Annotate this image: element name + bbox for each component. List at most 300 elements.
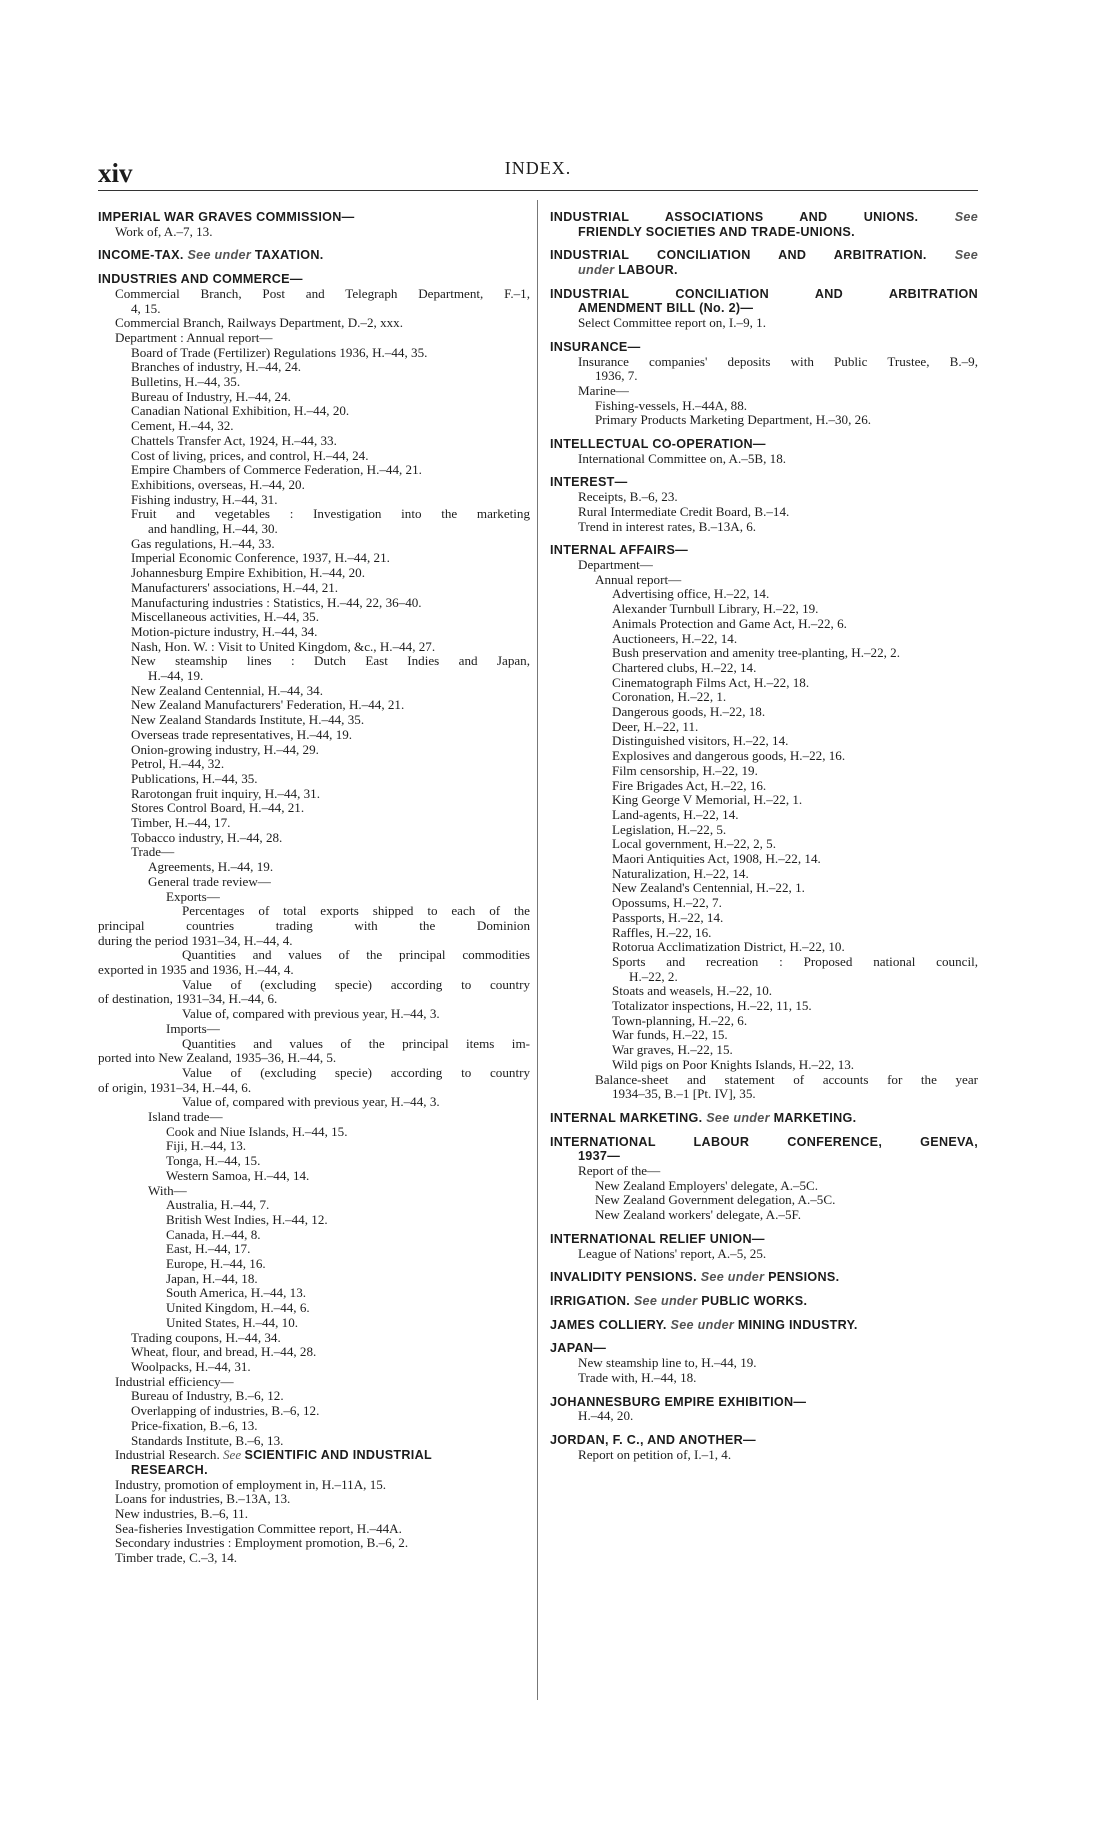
- heading-text: INDUSTRIAL CONCILIATION AND ARBITRATION: [550, 286, 978, 301]
- entry-text: Stoats and weasels, H.–22, 10.: [612, 984, 773, 999]
- index-entry: [98, 404, 530, 419]
- entry-text: H.–44, 19.: [148, 669, 204, 684]
- entry-text: General trade review—: [148, 874, 271, 889]
- index-entry: [98, 1272, 530, 1287]
- entry-text: Town-planning, H.–22, 6.: [612, 1013, 748, 1028]
- entry-text: Trading coupons, H.–44, 34.: [131, 1330, 281, 1345]
- index-entry: [98, 375, 530, 390]
- entry-text: New Zealand Government delegation, A.–5C.: [595, 1193, 836, 1208]
- index-entry: [550, 1028, 978, 1043]
- entry-text: New steamship lines : Dutch East Indies and Japan,: [131, 654, 530, 669]
- index-heading: [550, 248, 978, 263]
- index-heading: [98, 210, 530, 225]
- index-entry: [98, 801, 530, 816]
- index-heading: [550, 475, 978, 490]
- index-entry: [98, 1286, 530, 1301]
- index-entry: [550, 1014, 978, 1029]
- index-entry: [98, 772, 530, 787]
- entry-text: Johannesburg Empire Exhibition, H.–44, 20.: [131, 566, 365, 581]
- index-entry: [98, 919, 530, 934]
- index-entry: [98, 890, 530, 905]
- index-entry: [98, 1198, 530, 1213]
- index-entry: [98, 1051, 530, 1066]
- entry-text: Dangerous goods, H.–22, 18.: [612, 705, 766, 720]
- entry-text: Woolpacks, H.–44, 31.: [131, 1360, 251, 1374]
- index-entry: [98, 507, 530, 522]
- index-entry: [98, 757, 530, 772]
- entry-text: Publications, H.–44, 35.: [131, 771, 258, 786]
- index-entry: [550, 646, 978, 661]
- entry-text: Agreements, H.–44, 19.: [148, 860, 274, 875]
- entry-text: Commercial Branch, Railways Department, D.–2, xxx.: [115, 316, 403, 331]
- page-number: xiv: [98, 158, 133, 188]
- index-entry: [98, 1095, 530, 1110]
- entry-text: Exhibitions, overseas, H.–44, 20.: [131, 477, 305, 492]
- index-entry: [98, 1478, 530, 1493]
- entry-text: H.–22, 2.: [629, 969, 678, 984]
- heading-text: AMENDMENT BILL (No. 2)—: [578, 301, 754, 316]
- index-entry: [98, 1022, 530, 1037]
- index-entry: [550, 384, 978, 399]
- index-entry: [98, 1037, 530, 1052]
- entry-text: King George V Memorial, H.–22, 1.: [612, 793, 803, 808]
- index-entry: [98, 390, 530, 405]
- index-entry: [98, 728, 530, 743]
- entry-text: Select Committee report on, I.–9, 1.: [578, 316, 766, 331]
- index-entry: [550, 452, 978, 467]
- heading-text: INCOME-TAX.: [98, 248, 184, 263]
- index-entry: [98, 669, 530, 684]
- entry-text: Timber trade, C.–3, 14.: [115, 1551, 238, 1566]
- index-entry: [550, 369, 978, 384]
- index-entry: [98, 684, 530, 699]
- entry-text: Land-agents, H.–22, 14.: [612, 807, 739, 822]
- entry-text: Sports and recreation : Proposed national council,: [612, 954, 978, 969]
- entry-text: Chartered clubs, H.–22, 14.: [612, 660, 757, 675]
- index-entry: [550, 617, 978, 632]
- index-entry: [98, 1434, 530, 1449]
- heading-text: IMPERIAL WAR GRAVES COMMISSION—: [98, 210, 355, 224]
- index-entry: [98, 478, 530, 493]
- index-entry: [98, 1507, 530, 1522]
- index-heading: [550, 210, 978, 225]
- index-entry: [550, 837, 978, 852]
- see-reference: See under: [706, 1110, 770, 1125]
- entry-text: Marine—: [578, 383, 629, 398]
- entry-text: Percentages of total exports shipped to each of the: [182, 904, 530, 919]
- index-entry: [98, 449, 530, 464]
- index-column-right: [550, 210, 978, 1462]
- heading-text: INTEREST—: [550, 475, 628, 490]
- entry-text: Europe, H.–44, 16.: [166, 1257, 266, 1272]
- index-entry: [550, 720, 978, 735]
- cross-reference-target: SCIENTIFIC AND INDUSTRIAL: [244, 1448, 432, 1463]
- index-entry: [550, 984, 978, 999]
- entry-text: Standards Institute, B.–6, 13.: [131, 1433, 284, 1448]
- entry-text: Fishing industry, H.–44, 31.: [131, 492, 278, 507]
- index-entry: [98, 434, 530, 449]
- index-entry: [98, 1522, 530, 1537]
- entry-text: Manufacturing industries : Statistics, H.–44, 22, 36–40.: [131, 595, 422, 610]
- index-entry: [98, 1154, 530, 1169]
- index-entry: [98, 287, 530, 302]
- index-entry: [550, 896, 978, 911]
- entry-text: Opossums, H.–22, 7.: [612, 896, 722, 911]
- heading-text: 1937—: [578, 1149, 621, 1164]
- index-heading: [550, 1395, 978, 1410]
- entry-text: United Kingdom, H.–44, 6.: [166, 1301, 310, 1316]
- index-entry: [98, 978, 530, 993]
- see-reference: See: [954, 210, 978, 224]
- cross-reference-target: TAXATION.: [254, 248, 324, 263]
- entry-text: Animals Protection and Game Act, H.–22, 6.: [612, 616, 847, 631]
- index-entry: [550, 690, 978, 705]
- index-entry: [98, 1242, 530, 1257]
- index-entry: [98, 1536, 530, 1551]
- index-column-left: [98, 210, 530, 1566]
- entry-text: Wild pigs on Poor Knights Islands, H.–22, 13.: [612, 1057, 855, 1072]
- entry-text: Totalizator inspections, H.–22, 11, 15.: [612, 999, 812, 1014]
- entry-text: Local government, H.–22, 2, 5.: [612, 837, 776, 852]
- index-entry: [98, 948, 530, 963]
- entry-text: Receipts, B.–6, 23.: [578, 490, 678, 505]
- entry-text: Maori Antiquities Act, 1908, H.–22, 14.: [612, 852, 821, 867]
- index-entry: [98, 1081, 530, 1096]
- entry-text: 1934–35, B.–1 [Pt. IV], 35.: [612, 1087, 756, 1102]
- index-entry: [550, 490, 978, 505]
- index-entry: [98, 1110, 530, 1125]
- index-entry: [550, 793, 978, 808]
- index-entry: [550, 573, 978, 588]
- index-entry: [98, 1066, 530, 1081]
- index-entry: [550, 852, 978, 867]
- column-divider: [537, 200, 538, 1700]
- index-entry: [550, 1087, 978, 1102]
- entry-text: H.–44, 20.: [578, 1409, 634, 1424]
- index-heading: [550, 543, 978, 558]
- index-entry: [98, 1184, 530, 1199]
- index-heading: [550, 301, 978, 316]
- index-entry: [98, 1169, 530, 1184]
- entry-text: With—: [148, 1183, 187, 1198]
- header-rule: [98, 190, 978, 191]
- index-heading: [550, 340, 978, 355]
- index-entry: [98, 360, 530, 375]
- index-entry: [98, 225, 530, 240]
- index-entry: [550, 1058, 978, 1073]
- entry-text: New Zealand Centennial, H.–44, 34.: [131, 683, 323, 698]
- entry-text: Gas regulations, H.–44, 33.: [131, 536, 275, 551]
- entry-text: Balance-sheet and statement of accounts for the year: [595, 1072, 978, 1087]
- index-entry: [98, 1419, 530, 1434]
- cross-reference-target: PUBLIC WORKS.: [701, 1294, 808, 1308]
- index-entry: [550, 661, 978, 676]
- cross-reference-target: PENSIONS.: [768, 1270, 840, 1285]
- index-entry: [98, 302, 530, 317]
- entry-text: New Zealand's Centennial, H.–22, 1.: [612, 881, 805, 896]
- index-heading: [550, 1232, 978, 1247]
- entry-text: War funds, H.–22, 15.: [612, 1028, 728, 1043]
- entry-text: Exports—: [166, 889, 220, 904]
- index-entry: [98, 904, 530, 919]
- entry-text: Legislation, H.–22, 5.: [612, 822, 727, 837]
- entry-text: Rural Intermediate Credit Board, B.–14.: [578, 504, 790, 519]
- entry-text: Cook and Niue Islands, H.–44, 15.: [166, 1124, 348, 1139]
- heading-text: JORDAN, F. C., AND ANOTHER—: [550, 1432, 756, 1447]
- entry-text: Miscellaneous activities, H.–44, 35.: [131, 610, 320, 625]
- entry-text: Japan, H.–44, 18.: [166, 1271, 258, 1286]
- index-entry: [550, 1164, 978, 1179]
- entry-text: Trade—: [131, 845, 175, 860]
- index-heading: [550, 263, 978, 278]
- index-entry: [550, 602, 978, 617]
- heading-text: JAMES COLLIERY.: [550, 1317, 667, 1332]
- index-entry: [550, 355, 978, 370]
- index-heading: [550, 1294, 978, 1309]
- index-entry: [550, 705, 978, 720]
- running-header: [98, 150, 978, 188]
- index-heading: [98, 248, 530, 263]
- index-entry: [550, 399, 978, 414]
- entry-text: Overseas trade representatives, H.–44, 19.: [131, 727, 353, 742]
- see-reference: See under: [187, 248, 252, 263]
- index-entry: [550, 1179, 978, 1194]
- entry-text: Industrial efficiency—: [115, 1374, 234, 1389]
- entry-text: Report on petition of, I.–1, 4.: [578, 1447, 732, 1462]
- entry-text: Board of Trade (Fertilizer) Regulations 1936, H.–44, 35.: [131, 345, 428, 360]
- see-reference: See under: [670, 1317, 735, 1332]
- cross-reference-target: MINING INDUSTRY.: [737, 1317, 858, 1332]
- index-entry: [98, 831, 530, 846]
- entry-text: Canada, H.–44, 8.: [166, 1227, 261, 1242]
- entry-text: Nash, Hon. W. : Visit to United Kingdom, &c., H.–44, 27.: [131, 639, 436, 654]
- index-entry: [98, 860, 530, 875]
- entry-text: Motion-picture industry, H.–44, 34.: [131, 624, 318, 639]
- index-entry: [98, 566, 530, 581]
- index-entry: [98, 875, 530, 890]
- index-entry: [98, 1492, 530, 1507]
- entry-text: Tobacco industry, H.–44, 28.: [131, 830, 283, 845]
- heading-text: INTERNAL MARKETING.: [550, 1110, 703, 1125]
- see-reference: See: [954, 248, 978, 263]
- entry-text: Australia, H.–44, 7.: [166, 1198, 270, 1213]
- index-entry: [98, 1404, 530, 1419]
- index-entry: [98, 610, 530, 625]
- index-entry: [550, 1371, 978, 1386]
- entry-text: Rotorua Acclimatization District, H.–22, 10.: [612, 940, 845, 955]
- heading-text: INDUSTRIES AND COMMERCE—: [98, 272, 303, 287]
- index-entry: [98, 934, 530, 949]
- entry-text: Insurance companies' deposits with Public Trustee, B.–9,: [578, 354, 978, 369]
- entry-text: War graves, H.–22, 15.: [612, 1043, 733, 1058]
- entry-text: Naturalization, H.–22, 14.: [612, 866, 749, 881]
- index-entry: [98, 537, 530, 552]
- entry-text: United States, H.–44, 10.: [166, 1315, 299, 1330]
- entry-text: Explosives and dangerous goods, H.–22, 16.: [612, 749, 846, 764]
- entry-text: New Zealand workers' delegate, A.–5F.: [595, 1208, 802, 1223]
- index-heading: [550, 1111, 978, 1126]
- index-entry: [98, 1007, 530, 1022]
- index-heading: [550, 287, 978, 302]
- entry-text: Wheat, flour, and bread, H.–44, 28.: [131, 1345, 317, 1360]
- index-entry: [550, 881, 978, 896]
- index-entry: [550, 558, 978, 573]
- index-entry: [550, 1448, 978, 1463]
- index-entry: [550, 587, 978, 602]
- index-entry: [98, 1463, 530, 1478]
- entry-text: East, H.–44, 17.: [166, 1242, 251, 1257]
- index-entry: [98, 551, 530, 566]
- entry-text: Quantities and values of the principal commodities: [182, 948, 530, 963]
- index-entry: [98, 1389, 530, 1404]
- entry-text: New steamship line to, H.–44, 19.: [578, 1356, 757, 1371]
- entry-text: Petrol, H.–44, 32.: [131, 757, 225, 772]
- entry-text: Quantities and values of the principal items im-: [182, 1036, 530, 1051]
- index-entry: [98, 1139, 530, 1154]
- index-entry: [98, 493, 530, 508]
- index-entry: [98, 1345, 530, 1360]
- entry-text: during the period 1931–34, H.–44, 4.: [98, 933, 293, 948]
- index-entry: [98, 963, 530, 978]
- entry-text: 4, 15.: [131, 301, 161, 316]
- entry-text: Coronation, H.–22, 1.: [612, 690, 727, 705]
- index-heading: [550, 1318, 978, 1333]
- heading-text: JOHANNESBURG EMPIRE EXHIBITION—: [550, 1394, 807, 1409]
- index-entry: [98, 1213, 530, 1228]
- heading-text: INVALIDITY PENSIONS.: [550, 1270, 697, 1285]
- entry-text: Sea-fisheries Investigation Committee report, H.–44A.: [115, 1521, 402, 1536]
- entry-text: Bureau of Industry, B.–6, 12.: [131, 1389, 284, 1404]
- index-entry: [98, 625, 530, 640]
- index-entry: [550, 911, 978, 926]
- index-entry: [98, 816, 530, 831]
- index-heading: [98, 272, 530, 287]
- index-heading: [550, 1135, 978, 1150]
- index-entry: [550, 749, 978, 764]
- index-entry: [550, 808, 978, 823]
- entry-text: Fishing-vessels, H.–44A, 88.: [595, 398, 748, 413]
- entry-text: Bureau of Industry, H.–44, 24.: [131, 389, 291, 404]
- cross-reference-target: MARKETING.: [773, 1110, 857, 1125]
- index-entry: [98, 1448, 530, 1463]
- index-entry: [98, 787, 530, 802]
- entry-text: of destination, 1931–34, H.–44, 6.: [98, 992, 278, 1007]
- index-heading: [550, 225, 978, 240]
- index-entry: [550, 1073, 978, 1088]
- see-reference: See under: [700, 1270, 765, 1285]
- entry-text: Timber, H.–44, 17.: [131, 816, 231, 831]
- index-entry: [98, 743, 530, 758]
- index-entry: [550, 1356, 978, 1371]
- entry-text: ported into New Zealand, 1935–36, H.–44, 5.: [98, 1051, 337, 1066]
- entry-text: International Committee on, A.–5B, 18.: [578, 451, 787, 466]
- heading-text: FRIENDLY SOCIETIES AND TRADE-UNIONS.: [578, 224, 855, 239]
- entry-text: Island trade—: [148, 1110, 223, 1125]
- entry-text: Passports, H.–22, 14.: [612, 910, 724, 925]
- index-entry: [98, 581, 530, 596]
- entry-text: Canadian National Exhibition, H.–44, 20.: [131, 404, 350, 419]
- heading-text: INDUSTRIAL ASSOCIATIONS AND UNIONS.: [550, 210, 919, 224]
- entry-text: Annual report—: [595, 572, 682, 587]
- heading-text: IRRIGATION.: [550, 1294, 631, 1308]
- index-entry: [98, 1257, 530, 1272]
- entry-text: League of Nations' report, A.–5, 25.: [578, 1246, 767, 1261]
- cross-reference-target: RESEARCH.: [131, 1462, 208, 1477]
- heading-text: INDUSTRIAL CONCILIATION AND ARBITRATION.: [550, 248, 927, 263]
- index-entry: [550, 940, 978, 955]
- heading-text: INTERNAL AFFAIRS—: [550, 543, 689, 558]
- index-entry: [550, 764, 978, 779]
- entry-text: Raffles, H.–22, 16.: [612, 925, 712, 940]
- index-entry: [98, 1551, 530, 1566]
- entry-text: Onion-growing industry, H.–44, 29.: [131, 742, 319, 757]
- index-entry: [98, 1331, 530, 1346]
- index-entry: [98, 654, 530, 669]
- index-entry: [98, 596, 530, 611]
- see-reference: See: [223, 1448, 242, 1463]
- heading-text: JAPAN—: [550, 1341, 607, 1356]
- entry-text: Bush preservation and amenity tree-planting, H.–22, 2.: [612, 646, 900, 661]
- index-entry: [98, 346, 530, 361]
- entry-text: Deer, H.–22, 11.: [612, 719, 699, 734]
- index-entry: [550, 413, 978, 428]
- index-entry: [98, 640, 530, 655]
- entry-text: Cinematograph Films Act, H.–22, 18.: [612, 675, 810, 690]
- index-entry: [98, 1360, 530, 1375]
- entry-text: New Zealand Manufacturers' Federation, H.–44, 21.: [131, 698, 405, 713]
- entry-text: Value of (excluding specie) according to country: [182, 1065, 530, 1080]
- entry-text: New industries, B.–6, 11.: [115, 1507, 248, 1522]
- index-entry: [98, 522, 530, 537]
- index-entry: [550, 999, 978, 1014]
- entry-text: Price-fixation, B.–6, 13.: [131, 1418, 258, 1433]
- heading-text: INSURANCE—: [550, 339, 641, 354]
- index-entry: [550, 1208, 978, 1223]
- entry-text: Value of, compared with previous year, H.–44, 3.: [182, 1007, 440, 1022]
- index-entry: [550, 823, 978, 838]
- entry-text: Loans for industries, B.–13A, 13.: [115, 1492, 291, 1507]
- index-entry: [550, 970, 978, 985]
- index-entry: [550, 955, 978, 970]
- entry-text: Fire Brigades Act, H.–22, 16.: [612, 778, 767, 793]
- index-entry: [550, 1247, 978, 1262]
- entry-text: Industrial Research.: [115, 1448, 220, 1463]
- heading-text: INTERNATIONAL LABOUR CONFERENCE, GENEVA,: [550, 1134, 978, 1149]
- index-entry: [550, 520, 978, 535]
- entry-text: Chattels Transfer Act, 1924, H.–44, 33.: [131, 433, 337, 448]
- entry-text: South America, H.–44, 13.: [166, 1286, 307, 1301]
- entry-text: Fiji, H.–44, 13.: [166, 1139, 247, 1154]
- index-entry: [550, 505, 978, 520]
- index-entry: [98, 1316, 530, 1331]
- entry-text: Film censorship, H.–22, 19.: [612, 763, 758, 778]
- entry-text: Advertising office, H.–22, 14.: [612, 587, 770, 602]
- index-entry: [98, 713, 530, 728]
- index-entry: [98, 1301, 530, 1316]
- index-heading: [550, 1270, 978, 1285]
- see-reference: See under: [633, 1294, 698, 1308]
- entry-text: Secondary industries : Employment promotion, B.–6, 2.: [115, 1536, 409, 1551]
- entry-text: Primary Products Marketing Department, H.–30, 26.: [595, 413, 872, 428]
- index-entry: [550, 1043, 978, 1058]
- index-entry: [550, 316, 978, 331]
- heading-text: INTELLECTUAL CO-OPERATION—: [550, 437, 766, 452]
- entry-text: Bulletins, H.–44, 35.: [131, 375, 241, 390]
- entry-text: Stores Control Board, H.–44, 21.: [131, 801, 305, 816]
- index-entry: [98, 331, 530, 346]
- index-entry: [550, 779, 978, 794]
- entry-text: and handling, H.–44, 30.: [148, 522, 278, 537]
